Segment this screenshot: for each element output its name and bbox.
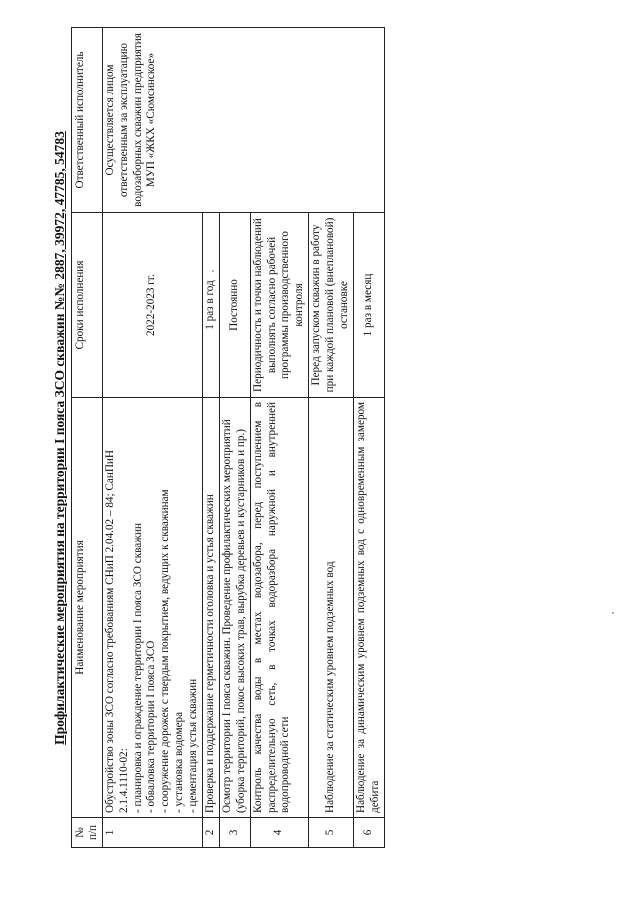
header-name: Наименование мероприятия: [72, 398, 103, 818]
row-name-line: - цементация устья скважин: [187, 678, 200, 813]
table-row: [102, 28, 202, 848]
row-name-line: - сооружение дорожек с твердым покрытием, ведущих к скважинам: [159, 489, 172, 813]
row-name-line: - планировка и ограждение территории I пояса ЗСО скважин: [131, 523, 144, 813]
document-title: Профилактические мероприятия на территории I пояса ЗСО скважин №№ 2887, 39972, 47785, 54783: [52, 131, 67, 745]
row-name-line: - обваловка территории I пояса ЗСО: [145, 640, 158, 813]
row-term: Постоянно: [219, 213, 250, 398]
row-term: Периодичность и точки наблюдений выполнять согласно рабочей программы производственного контроля: [250, 213, 309, 398]
row-name-line: - установка водомера: [173, 711, 186, 813]
row-name: Проверка и поддержание герметичности оголовка и устья скважин: [202, 398, 219, 818]
row-name: Наблюдение за статическим уровнем подземных вод: [309, 398, 354, 818]
header-term: Сроки исполнения: [72, 213, 103, 398]
executor-cell: Осуществляется лицом ответственным за эксплуатацию водозаборных скважин предприятия МУП «ЖКХ «Сюмсинское»: [102, 28, 384, 213]
row-name-line: Обустройство зоны ЗСО согласно требованиям СНиП 2.04.02 – 84; СанПиН 2.1.4.1110-02:: [103, 450, 130, 813]
rotated-document: [49, 28, 544, 848]
header-num: № п/п: [72, 818, 103, 848]
row-name: Осмотр территории I пояса скважин. Проведение профилактических мероприятий (уборка территорий, покос высоких трав, вырубка деревьев и кустарников и пр.): [219, 398, 250, 818]
header-executor: Ответственный исполнитель: [72, 28, 103, 213]
row-term: 1 раз в год: [202, 213, 219, 398]
scan-speck: [212, 270, 214, 272]
row-term: 1 раз в месяц: [353, 213, 384, 398]
row-term: 2022-2023 гг.: [102, 213, 202, 398]
scan-speck: [612, 612, 614, 614]
measures-table: [71, 27, 385, 848]
row-num: 5: [309, 818, 354, 848]
row-num: 2: [202, 818, 219, 848]
table-header-row: [72, 28, 103, 848]
row-name: Наблюдение за динамическим уровнем подземных вод с одновременным замером дебита: [353, 398, 384, 818]
row-num: 6: [353, 818, 384, 848]
row-num: 3: [219, 818, 250, 848]
row-term: Перед запуском скважин в работу при каждой плановой (внеплановой) остановке: [309, 213, 354, 398]
row-num: 4: [250, 818, 309, 848]
row-name: Контроль качества воды в местах водозабора, перед поступлением в распределительную сеть, в точках водоразбора наружной и внутренней водопроводной сети: [250, 398, 309, 818]
row-num: 1: [102, 818, 202, 848]
row-name: [102, 398, 202, 818]
